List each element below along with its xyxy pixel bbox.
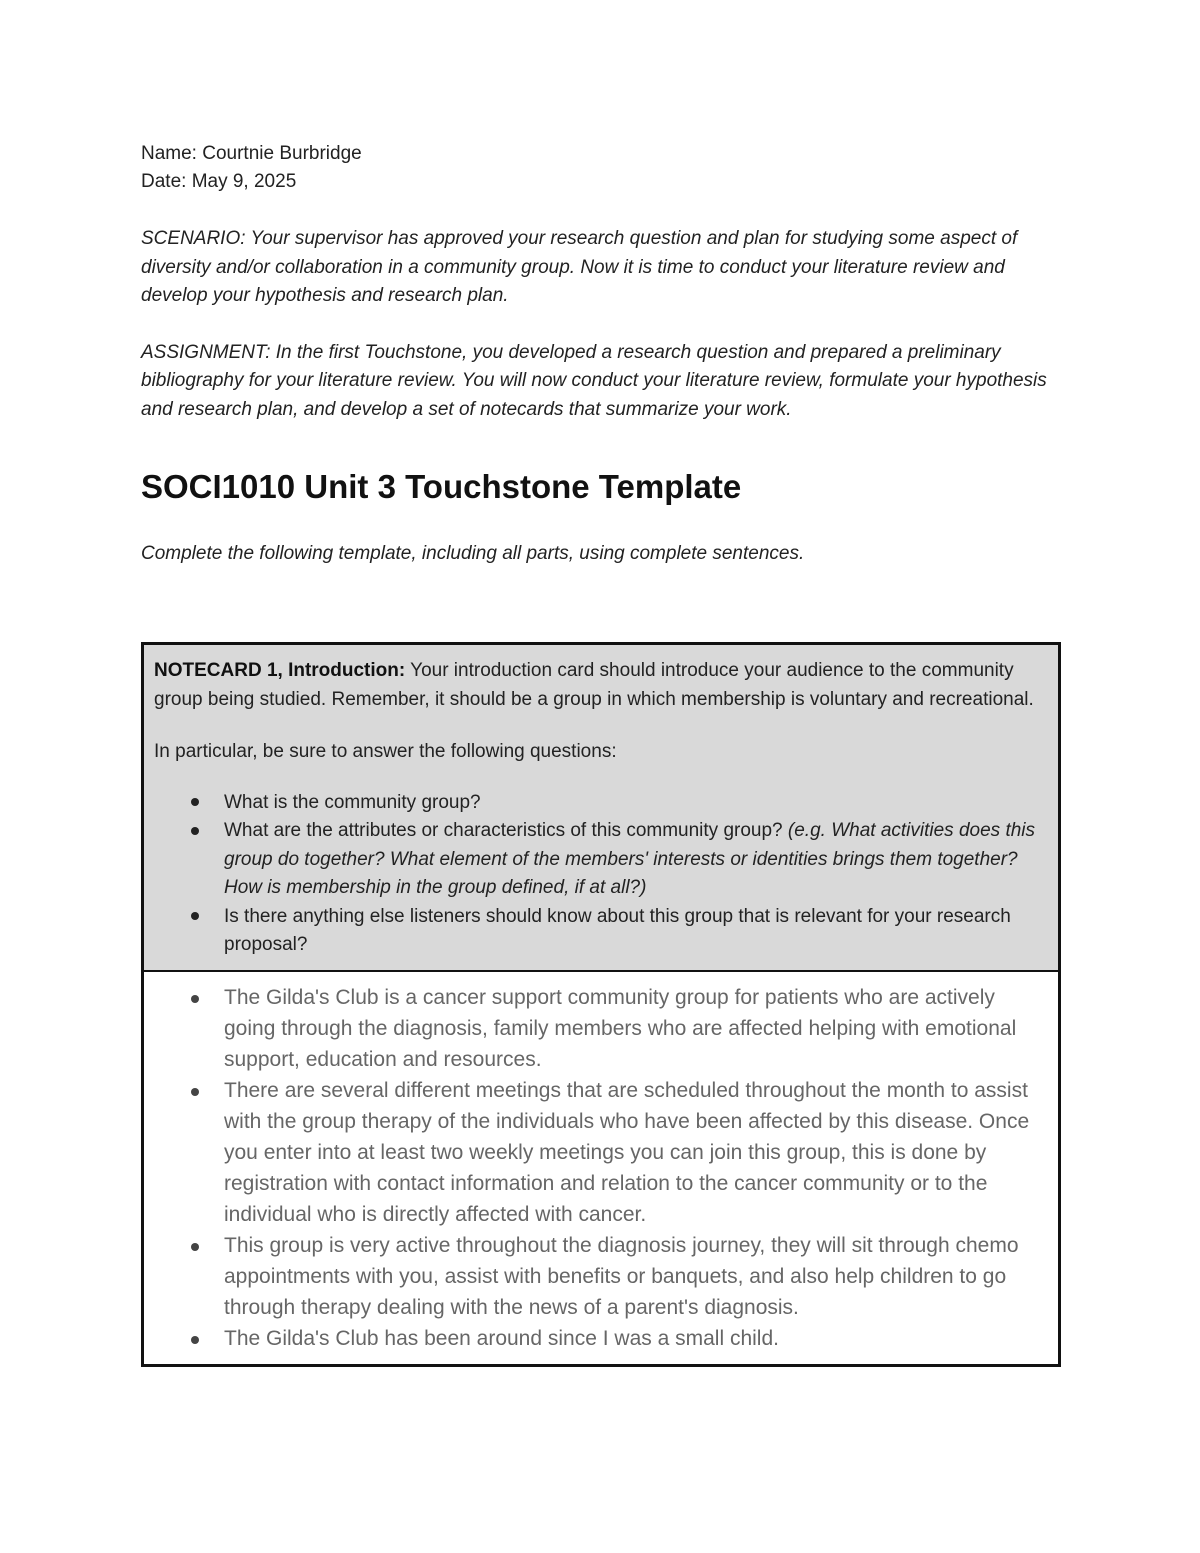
notecard-prompt-cell	[143, 644, 1060, 971]
question-item	[224, 817, 1048, 903]
answer-text: The Gilda's Club is a cancer support community group for patients who are actively going through the diagnosis, family members who are affected helping with emotional support, education and resources.	[224, 985, 1017, 1071]
question-text: What are the attributes or characteristics of this community group?	[224, 820, 788, 841]
answer-text: There are several different meetings that are scheduled throughout the month to assist with the group therapy of the individuals who have been affected by this disease. Once you enter into at least two weekly meetings you can join this group, this is done by registration with contact information and relation to the cancer community or to the individual who is directly affected with cancer.	[224, 1078, 1030, 1226]
answer-item	[224, 1323, 1048, 1354]
bullet-icon	[191, 1231, 199, 1262]
question-text: What is the community group?	[224, 791, 481, 813]
notecard-heading: NOTECARD 1, Introduction:	[154, 660, 406, 681]
notecard-intro-text: Your introduction card should introduce your audience to the community group being studied. Remember, it should be a group in which membership is voluntary and recreational.	[154, 660, 1034, 710]
instructions-paragraph: Complete the following template, including all parts, using complete sentences.	[141, 543, 805, 564]
answer-item	[224, 1230, 1048, 1323]
notecard-subheading: In particular, be sure to answer the following questions:	[154, 741, 617, 762]
name-line: Name: Courtnie Burbridge	[141, 143, 362, 164]
bullet-icon	[191, 983, 199, 1014]
question-example: (e.g. What activities does this group do together? What element of the members' interests or identities brings them together? How is membership in the group defined, if at all?)	[224, 820, 1036, 898]
scenario-paragraph: SCENARIO: Your supervisor has approved your research question and plan for studying some aspect of diversity and/or collaboration in a community group. Now it is time to conduct your literature review and develop your hypothesis and research plan.	[141, 228, 1018, 306]
notecard-intro	[154, 657, 1048, 714]
bullet-icon	[191, 1076, 199, 1107]
question-item	[224, 789, 1048, 818]
date-line: Date: May 9, 2025	[141, 171, 297, 192]
bullet-icon	[191, 789, 199, 818]
answer-text: This group is very active throughout the diagnosis journey, they will sit through chemo appointments with you, assist with benefits or banquets, and also help children to go through therapy dealing with the news of a parent's diagnosis.	[224, 1233, 1019, 1319]
question-list	[154, 789, 1048, 960]
page-title: SOCI1010 Unit 3 Touchstone Template	[141, 468, 742, 505]
bullet-icon	[191, 903, 199, 932]
assignment-paragraph: ASSIGNMENT: In the first Touchstone, you developed a research question and prepared a preliminary bibliography for your literature review. You will now conduct your literature review, formulate your hypothesis and research plan, and develop a set of notecards that summarize your work.	[141, 341, 1047, 420]
document-page	[141, 140, 1061, 1350]
notecard-1-table	[141, 642, 1061, 1367]
question-text: Is there anything else listeners should know about this group that is relevant for your research proposal?	[224, 905, 1011, 955]
answer-item	[224, 1075, 1048, 1230]
bullet-icon	[191, 817, 199, 846]
answer-list	[154, 982, 1048, 1354]
answer-item	[224, 982, 1048, 1075]
notecard-answer-cell[interactable]	[143, 971, 1060, 1366]
question-item	[224, 903, 1048, 960]
answer-text: The Gilda's Club has been around since I was a small child.	[224, 1326, 779, 1350]
bullet-icon	[191, 1324, 199, 1355]
